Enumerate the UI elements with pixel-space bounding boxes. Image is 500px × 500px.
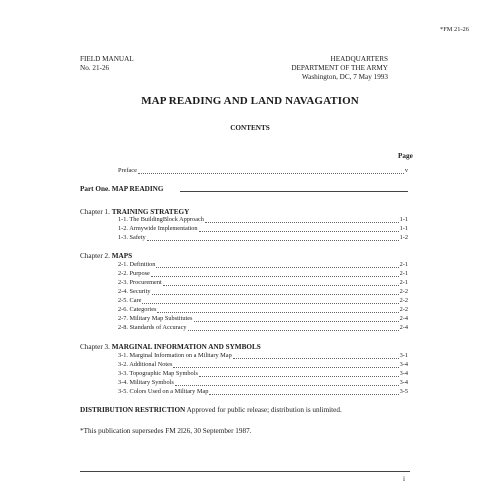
part-one-rule [180,191,408,192]
publication-date: Washington, DC, 7 May 1993 [301,73,388,81]
toc-entry-page: 2-2 [399,297,408,304]
toc-entry[interactable] [118,370,408,378]
toc-entry-label: 2-5. Care [118,297,142,304]
headquarters-label: HEADQUARTERS [330,55,388,63]
leader-dots [157,306,398,313]
toc-entry-page: 2-1 [399,261,408,268]
toc-entry-page: 2-1 [399,270,408,277]
footer-page-number: i [403,475,405,483]
toc-entry[interactable] [118,297,408,305]
toc-entry[interactable] [118,270,408,278]
toc-preface[interactable] [118,167,408,175]
toc-entry-label: 2-8. Standards of Accuracy [118,324,187,331]
toc-entry[interactable] [118,216,408,224]
department-label: DEPARTMENT OF THE ARMY [291,64,388,72]
toc-entry-label: 3-3. Topographic Map Symbols [118,370,198,377]
leader-dots [151,270,399,277]
toc-entry[interactable] [118,379,408,387]
toc-entry-label: 3-2. Additional Notes [118,361,173,368]
toc-entry-label: 3-1. Marginal Information on a Military Map [118,352,232,359]
leader-dots [199,225,399,232]
toc-entry-label: 2-1. Definition [118,261,156,268]
leader-dots [209,388,398,395]
toc-entry-label: 1-2. Armywide Implementation [118,225,198,232]
toc-entry[interactable] [118,324,408,332]
toc-entry-page: v [404,167,408,174]
toc-entry[interactable] [118,352,408,360]
toc-entry[interactable] [118,261,408,269]
toc-entry[interactable] [118,388,408,396]
page-column-heading: Page [398,152,413,160]
toc-entry-page: 2-1 [399,279,408,286]
toc-entry-label: 3-4. Military Symbols [118,379,174,386]
toc-entry[interactable] [118,225,408,233]
toc-entry-label: 2-4. Security [118,288,151,295]
leader-dots [199,370,399,377]
toc-entry-label: 2-6. Categories [118,306,157,313]
toc-entry-page: 3-1 [399,352,408,359]
chapter-1-heading [80,208,189,216]
supersedes-note: *This publication supersedes FM 2l26, 30 September 1987. [80,427,252,435]
toc-entry-page: 3-5 [399,388,408,395]
chapter-2-prefix: Chapter 2. [80,252,110,260]
document-number: *FM 21-26 [440,26,469,33]
footer-rule [80,471,410,472]
toc-entry-page: 1-1 [399,225,408,232]
toc-entry-page: 3-4 [399,370,408,377]
leader-dots [175,379,399,386]
leader-dots [156,261,398,268]
toc-entry[interactable] [118,279,408,287]
leader-dots [205,216,399,223]
toc-entry-page: 1-2 [399,234,408,241]
distribution-restriction [80,406,342,414]
chapter-2-title: MAPS [111,252,133,260]
leader-dots [233,352,399,359]
leader-dots [152,288,399,295]
distribution-label: DISTRIBUTION RESTRICTION [80,406,186,414]
leader-dots [138,167,404,174]
chapter-1-prefix: Chapter 1. [80,208,110,216]
contents-heading: CONTENTS [230,124,270,132]
chapter-3-heading [80,343,261,351]
leader-dots [188,324,399,331]
toc-entry[interactable] [118,288,408,296]
toc-entry[interactable] [118,306,408,314]
toc-entry-page: 2-2 [399,306,408,313]
distribution-text: Approved for public release; distribution is unlimited. [186,406,342,414]
toc-entry-page: 3-4 [399,379,408,386]
toc-entry-page: 2-4 [399,315,408,322]
toc-entry-label: Preface [118,167,137,174]
toc-entry[interactable] [118,234,408,242]
part-one-heading: Part One. MAP READING [80,185,164,193]
toc-entry[interactable] [118,361,408,369]
toc-entry[interactable] [118,315,408,323]
manual-number: No. 21-26 [80,64,110,72]
leader-dots [194,315,399,322]
toc-entry-label: 2-2. Purpose [118,270,150,277]
toc-entry-label: 1-3. Safety [118,234,146,241]
toc-entry-label: 1-1. The BuildingBlock Approach [118,216,204,223]
chapter-1-title: TRAINING STRATEGY [111,208,190,216]
toc-entry-page: 3-4 [399,361,408,368]
field-manual-label: FIELD MANUAL [80,55,134,63]
toc-entry-page: 1-1 [399,216,408,223]
toc-entry-label: 2-3. Procurement [118,279,162,286]
leader-dots [142,297,398,304]
toc-entry-page: 2-4 [399,324,408,331]
document-title: MAP READING AND LAND NAVAGATION [141,95,359,107]
toc-entry-page: 2-2 [399,288,408,295]
leader-dots [163,279,399,286]
chapter-3-title: MARGINAL INFORMATION AND SYMBOLS [111,343,261,351]
leader-dots [173,361,398,368]
toc-entry-label: 3-5. Colors Used on a Military Map [118,388,209,395]
leader-dots [147,234,399,241]
chapter-2-heading [80,252,132,260]
toc-entry-label: 2-7. Military Map Substitutes [118,315,193,322]
chapter-3-prefix: Chapter 3. [80,343,110,351]
